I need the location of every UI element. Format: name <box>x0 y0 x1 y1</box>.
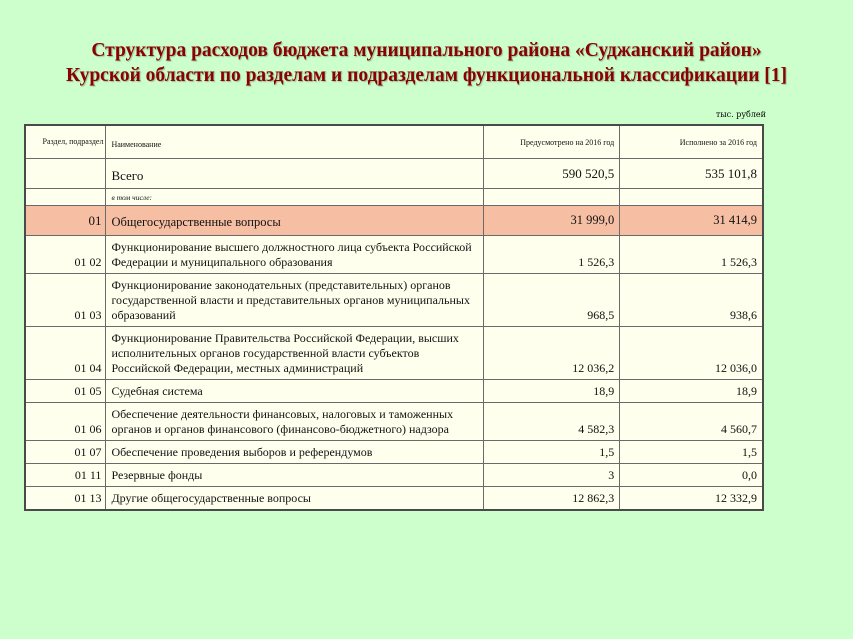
including-label: в том числе: <box>106 189 484 206</box>
row-executed: 938,6 <box>620 274 763 327</box>
row-planned: 1 526,3 <box>484 236 620 274</box>
row-name: Судебная система <box>106 380 484 403</box>
budget-table <box>24 124 764 511</box>
section-executed: 31 414,9 <box>620 206 763 236</box>
header-planned: Предусмотрено на 2016 год <box>484 125 620 159</box>
section-name: Общегосударственные вопросы <box>106 206 484 236</box>
row-planned: 12 862,3 <box>484 487 620 511</box>
table-row <box>25 403 763 441</box>
table-row <box>25 464 763 487</box>
row-executed: 4 560,7 <box>620 403 763 441</box>
section-code: 01 <box>25 206 106 236</box>
row-planned: 968,5 <box>484 274 620 327</box>
header-code: Раздел, подраздел <box>25 125 106 159</box>
header-name: Наименование <box>106 125 484 159</box>
including-row <box>25 189 763 206</box>
table-row <box>25 441 763 464</box>
row-name: Обеспечение проведения выборов и референдумов <box>106 441 484 464</box>
total-row <box>25 159 763 189</box>
table-row <box>25 274 763 327</box>
row-code: 01 11 <box>25 464 106 487</box>
row-planned: 3 <box>484 464 620 487</box>
row-planned: 4 582,3 <box>484 403 620 441</box>
row-name: Другие общегосударственные вопросы <box>106 487 484 511</box>
row-executed: 12 332,9 <box>620 487 763 511</box>
row-code: 01 06 <box>25 403 106 441</box>
row-executed: 1,5 <box>620 441 763 464</box>
row-executed: 0,0 <box>620 464 763 487</box>
row-planned: 18,9 <box>484 380 620 403</box>
units-label: тыс. рублей <box>715 110 766 119</box>
row-code: 01 05 <box>25 380 106 403</box>
row-planned: 12 036,2 <box>484 327 620 380</box>
total-name: Всего <box>106 159 484 189</box>
row-executed: 12 036,0 <box>620 327 763 380</box>
title-line-1: Структура расходов бюджета муниципального района «Суджанский район» <box>91 40 762 61</box>
section-row <box>25 206 763 236</box>
table-header-row <box>25 125 763 159</box>
row-code: 01 03 <box>25 274 106 327</box>
total-planned: 590 520,5 <box>484 159 620 189</box>
table-row <box>25 327 763 380</box>
header-executed: Исполнено за 2016 год <box>620 125 763 159</box>
total-code <box>25 159 106 189</box>
row-name: Функционирование Правительства Российской Федерации, высших исполнительных органов государственной власти субъектов Российской Федерации, местных администраций <box>106 327 484 380</box>
row-name: Функционирование высшего должностного лица субъекта Российской Федерации и муниципального образования <box>106 236 484 274</box>
section-planned: 31 999,0 <box>484 206 620 236</box>
title-line-2: Курской области по разделам и подразделам функциональной классификации [1] <box>65 65 788 86</box>
table-row <box>25 236 763 274</box>
total-executed: 535 101,8 <box>620 159 763 189</box>
page-title <box>0 38 853 88</box>
table-row <box>25 380 763 403</box>
row-executed: 18,9 <box>620 380 763 403</box>
table-row <box>25 487 763 511</box>
row-code: 01 02 <box>25 236 106 274</box>
row-executed: 1 526,3 <box>620 236 763 274</box>
row-name: Функционирование законодательных (представительных) органов государственной власти и представительных органов муниципальных образований <box>106 274 484 327</box>
row-planned: 1,5 <box>484 441 620 464</box>
row-code: 01 07 <box>25 441 106 464</box>
row-name: Резервные фонды <box>106 464 484 487</box>
row-name: Обеспечение деятельности финансовых, налоговых и таможенных органов и органов финансового (финансово-бюджетного) надзора <box>106 403 484 441</box>
row-code: 01 13 <box>25 487 106 511</box>
row-code: 01 04 <box>25 327 106 380</box>
